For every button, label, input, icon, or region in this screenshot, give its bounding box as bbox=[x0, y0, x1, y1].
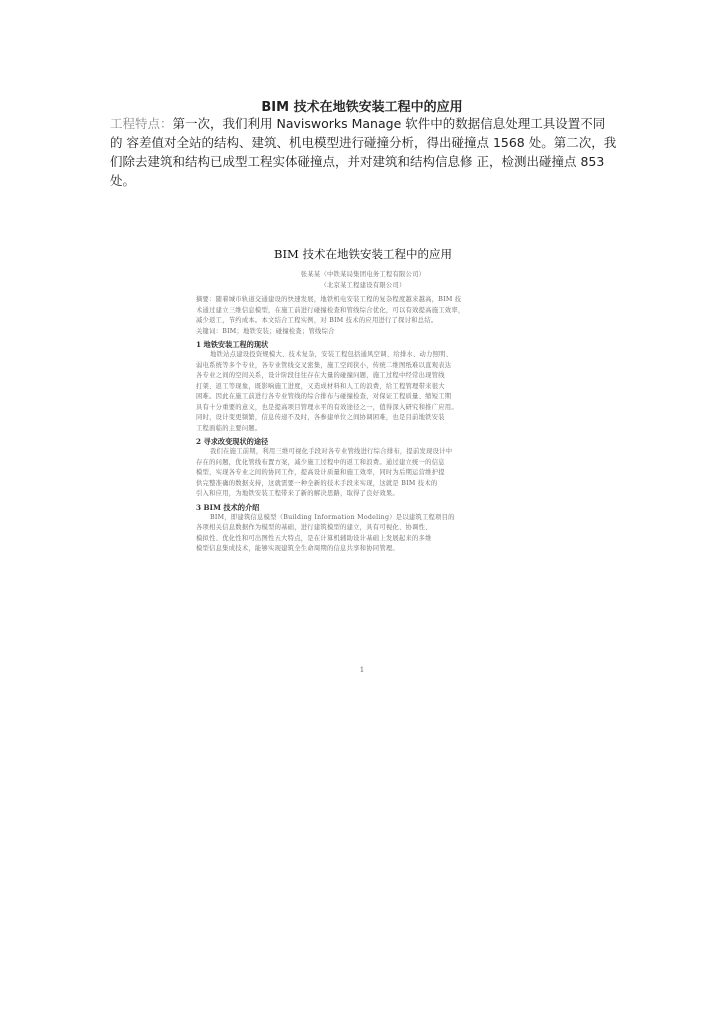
summary-line-4: 处。 bbox=[110, 173, 136, 188]
summary-paragraph bbox=[110, 114, 620, 190]
scan-text-line: 各专业之间的空间关系，设计阶段往往存在大量的碰撞问题，施工过程中经常出现管线 bbox=[196, 372, 445, 379]
scan-title: BIM 技术在地铁安装工程中的应用 bbox=[274, 247, 452, 261]
scanned-page-image bbox=[196, 240, 530, 660]
scan-text-line: 各项相关信息数据作为模型的基础，进行建筑模型的建立，具有可视化、协调性、 bbox=[196, 524, 432, 531]
scan-affiliation: （北京某工程建设有限公司） bbox=[320, 281, 406, 289]
scan-text-line: 困难。因此在施工前进行各专业管线的综合排布与碰撞检查，对保证工程质量、缩短工期 bbox=[196, 393, 452, 400]
scan-abstract-line: 摘要：随着城市轨道交通建设的快速发展，地铁机电安装工程的复杂程度越来越高，BIM 技 bbox=[196, 296, 462, 303]
scan-section-3-heading: 3 BIM 技术的介绍 bbox=[196, 502, 260, 512]
document-title: BIM 技术在地铁安装工程中的应用 bbox=[261, 100, 463, 115]
scan-section-1-heading: 1 地铁安装工程的现状 bbox=[196, 340, 269, 349]
scan-author: 张某某（中铁某局集团电务工程有限公司） bbox=[300, 271, 426, 278]
scan-text-line: 我们在施工前期，利用三维可视化手段对各专业管线进行综合排布，提前发现设计中 bbox=[210, 448, 453, 455]
summary-line-3: 们除去建筑和结构已成型工程实体碰撞点，并对建筑和结构信息修 正，检测出碰撞点 853 bbox=[110, 154, 605, 169]
scan-text-line: 模型，实现各专业之间的协同工作，提高设计质量和施工效率，同时为后期运营维护提 bbox=[196, 469, 445, 476]
scan-abstract-line: 术通过建立三维信息模型，在施工前进行碰撞检查和管线综合优化，可以有效提高施工效率， bbox=[196, 306, 465, 314]
scan-keywords: 关键词：BIM；地铁安装；碰撞检查；管线综合 bbox=[196, 327, 335, 335]
scan-text-line: 供完整准确的数据支持，这就需要一种全新的技术手段来实现，这就是 BIM 技术的 bbox=[196, 479, 438, 487]
summary-line-2: 的 容差值对全站的结构、建筑、机电模型进行碰撞分析，得出碰撞点 1568 处。第二次，我 bbox=[110, 135, 617, 150]
scan-text-line: 地铁站点建设投资规模大、技术复杂，安装工程包括通风空调、给排水、动力照明、 bbox=[210, 351, 453, 358]
scan-abstract-line: 减少返工，节约成本。本文结合工程实例，对 BIM 技术的应用进行了探讨和总结。 bbox=[196, 317, 438, 324]
scan-text-line: 模拟性、优化性和可出图性五大特点，是在计算机辅助设计基础上发展起来的多维 bbox=[196, 534, 432, 542]
scan-text-line: BIM，即建筑信息模型（Building Information Modeling）是以建筑工程项目的 bbox=[210, 513, 455, 521]
scan-text-line: 具有十分重要的意义，也是提高项目管理水平的有效途径之一，值得深入研究和推广应用。 bbox=[196, 403, 458, 411]
summary-line-1: 第一次，我们利用 Navisworks Manage 软件中的数据信息处理工具设置不同 bbox=[172, 116, 606, 131]
scan-text-line: 打架、返工等现象，既影响施工进度，又造成材料和人工的浪费，给工程管理带来很大 bbox=[196, 382, 445, 390]
scan-text-line: 模型信息集成技术，能够实现建筑全生命周期的信息共享和协同管理。 bbox=[196, 545, 399, 552]
scan-text-line: 存在的问题，优化管线布置方案，减少施工过程中的返工和浪费。通过建立统一的信息 bbox=[196, 458, 445, 466]
scan-text-line: 引入和应用，为地铁安装工程带来了新的解决思路，取得了良好效果。 bbox=[196, 490, 399, 497]
scan-text-line: 同时，设计变更频繁，信息传递不及时，各参建单位之间协调困难，也是目前地铁安装 bbox=[196, 414, 445, 421]
scan-text-line: 弱电系统等多个专业，各专业管线交叉密集，施工空间狭小，传统二维图纸难以直观表达 bbox=[196, 361, 452, 369]
summary-label: 工程特点： bbox=[110, 116, 173, 131]
scan-section-2-heading: 2 寻求改变现状的途径 bbox=[196, 437, 269, 446]
page-number: 1 bbox=[359, 666, 365, 674]
scan-text-line: 工程面临的主要问题。 bbox=[196, 424, 262, 432]
